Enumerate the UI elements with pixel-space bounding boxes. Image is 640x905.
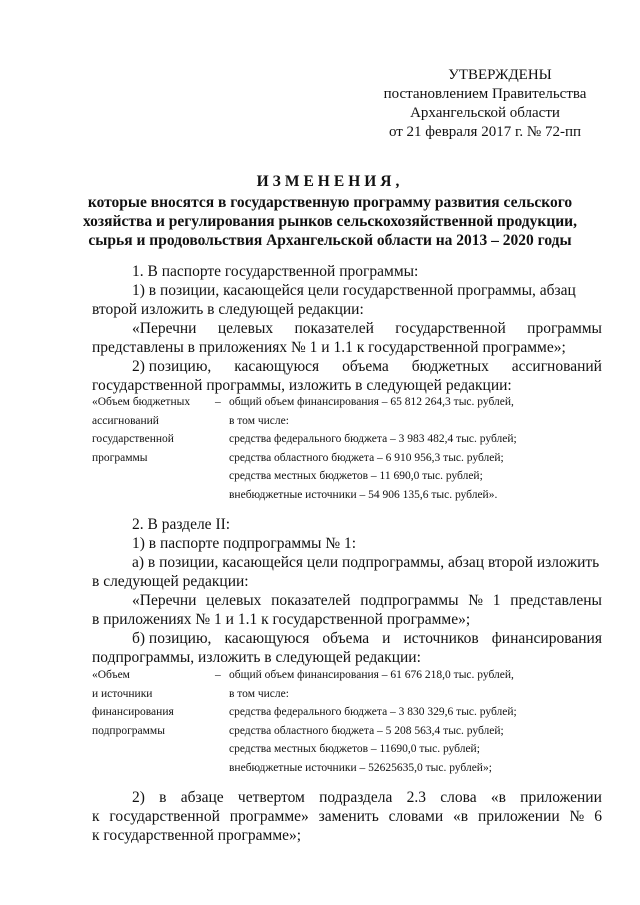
table-1-federal: средства федерального бюджета – 3 983 482,4 тыс. рублей; bbox=[229, 433, 517, 445]
word: бюджетных bbox=[411, 358, 489, 375]
section-3-line1 bbox=[92, 788, 602, 807]
word: б) позицию, bbox=[132, 630, 212, 647]
word: № bbox=[468, 592, 484, 609]
table-1-extrabudgetary: внебюджетные источники – 54 906 135,6 тыс. рублей». bbox=[229, 488, 498, 501]
word: касающуюся bbox=[224, 630, 310, 647]
title-line-2: хозяйства и регулирования рынков сельскохозяйственной продукции, bbox=[83, 213, 577, 230]
word: ассигнований bbox=[511, 358, 602, 375]
section-1-p1-line1: 1) в позиции, касающейся цели государственной программы, абзац bbox=[132, 282, 576, 299]
table-2-dash: – bbox=[215, 669, 221, 681]
section-3-line3: к государственной программе»; bbox=[92, 827, 302, 844]
table-2-total: общий объем финансирования – 61 676 218,0 тыс. рублей, bbox=[229, 669, 514, 681]
funding-table-1 bbox=[92, 393, 602, 508]
word: касающуюся bbox=[234, 358, 320, 375]
title-line-3: сырья и продовольствия Архангельской области на 2013 – 2020 годы bbox=[88, 232, 572, 249]
section-2-pb-line2: подпрограммы, изложить в следующей редакции: bbox=[92, 649, 421, 666]
section-2-heading: 2. В разделе II: bbox=[132, 516, 231, 533]
word: № bbox=[569, 808, 585, 825]
word: «Перечни bbox=[132, 320, 197, 337]
word: представлены bbox=[510, 592, 602, 609]
section-2-pa-line2: в следующей редакции: bbox=[92, 573, 249, 590]
table-2-label-line: подпрограммы bbox=[92, 724, 165, 737]
table-1-dash: – bbox=[215, 396, 221, 408]
section-2-pa-line1: а) в позиции, касающейся цели подпрограммы, абзац второй изложить bbox=[132, 554, 600, 571]
approved-date: от 21 февраля 2017 г. № 72-пп bbox=[388, 124, 582, 140]
table-1-regional: средства областного бюджета – 6 910 956,3 тыс. рублей; bbox=[229, 451, 504, 464]
table-1-label bbox=[92, 393, 212, 467]
section-2-p1: 1) в паспорте подпрограммы № 1: bbox=[132, 535, 357, 552]
section-1-p2-line1 bbox=[92, 357, 602, 376]
table-1-label-line: «Объем бюджетных bbox=[92, 396, 191, 408]
word: 2) bbox=[132, 789, 145, 806]
section-1-q1-line2: представлены в приложениях № 1 и 1.1 к государственной программе»; bbox=[92, 339, 566, 356]
table-1-total: общий объем финансирования – 65 812 264,3 тыс. рублей, bbox=[229, 396, 514, 408]
section-2 bbox=[92, 515, 602, 667]
word: объема bbox=[322, 630, 370, 647]
section-3-line2 bbox=[92, 807, 602, 826]
word: 2) позицию, bbox=[132, 358, 212, 375]
word: объема bbox=[342, 358, 389, 375]
word: показателей bbox=[271, 592, 351, 609]
word: государственной bbox=[395, 320, 506, 337]
word: 1 bbox=[492, 592, 501, 609]
approved-by: постановлением Правительства bbox=[383, 86, 587, 102]
word: источников bbox=[403, 630, 479, 647]
word: подпрограммы bbox=[360, 592, 459, 609]
word: государственной bbox=[109, 808, 220, 825]
title-caps: ИЗМЕНЕНИЯ, bbox=[256, 173, 404, 190]
word: абзаце bbox=[180, 789, 224, 806]
table-1-values bbox=[229, 393, 609, 504]
table-2-extrabudgetary: внебюджетные источники – 52625635,0 тыс. рублей»; bbox=[229, 761, 492, 774]
table-2-label-line: «Объем bbox=[92, 669, 130, 681]
section-2-pb-line1 bbox=[92, 629, 602, 648]
word: 2.3 bbox=[406, 789, 427, 806]
section-1-q1-line1 bbox=[92, 319, 602, 338]
word: показателей bbox=[294, 320, 374, 337]
table-1-including: в том числе: bbox=[229, 414, 289, 427]
word: «Перечни bbox=[132, 592, 197, 609]
word: подраздела bbox=[319, 789, 393, 806]
word: приложении bbox=[477, 808, 560, 825]
title-line-1: которые вносятся в государственную программу развития сельского bbox=[87, 194, 573, 211]
table-2-local: средства местных бюджетов – 11690,0 тыс. рублей; bbox=[229, 743, 480, 755]
word: четвертом bbox=[237, 789, 305, 806]
section-1 bbox=[92, 262, 602, 395]
section-1-heading: 1. В паспорте государственной программы: bbox=[132, 263, 419, 280]
table-1-label-line: ассигнований bbox=[92, 414, 159, 427]
table-2-regional: средства областного бюджета – 5 208 563,4 тыс. рублей; bbox=[229, 724, 504, 737]
word: «в bbox=[453, 808, 469, 825]
word: приложении bbox=[520, 789, 602, 806]
table-1-local: средства местных бюджетов – 11 690,0 тыс. рублей; bbox=[229, 470, 483, 482]
word: слова bbox=[440, 789, 477, 806]
approved-label: УТВЕРЖДЕНЫ bbox=[448, 67, 552, 83]
word: 6 bbox=[594, 808, 602, 825]
table-2-including: в том числе: bbox=[229, 687, 289, 700]
word: к bbox=[92, 808, 100, 825]
approved-region: Архангельской области bbox=[410, 105, 560, 121]
approval-block bbox=[360, 66, 610, 142]
word: словами bbox=[388, 808, 444, 825]
table-1-label-line: программы bbox=[92, 451, 148, 464]
word: целевых bbox=[206, 592, 262, 609]
table-2-label-line: и источники bbox=[92, 687, 153, 700]
table-2-federal: средства федерального бюджета – 3 830 329,6 тыс. рублей; bbox=[229, 706, 517, 718]
section-2-q-line1 bbox=[92, 591, 602, 610]
word: в bbox=[159, 789, 167, 806]
section-3 bbox=[92, 788, 602, 845]
word: и bbox=[382, 630, 391, 647]
table-1-label-line: государственной bbox=[92, 433, 174, 445]
word: «в bbox=[490, 789, 506, 806]
word: целевых bbox=[217, 320, 274, 337]
document-title bbox=[60, 172, 600, 250]
word: заменить bbox=[318, 808, 379, 825]
table-2-label-line: финансирования bbox=[92, 706, 174, 718]
word: программы bbox=[527, 320, 602, 337]
table-2-values bbox=[229, 666, 609, 777]
section-1-p2-line2: государственной программы, изложить в следующей редакции: bbox=[92, 377, 512, 394]
section-1-p1-line2: второй изложить в следующей редакции: bbox=[92, 301, 364, 318]
section-2-q-line2: в приложениях № 1 и 1.1 к государственной программе»; bbox=[92, 611, 471, 628]
funding-table-2 bbox=[92, 666, 602, 781]
word: программе» bbox=[229, 808, 309, 825]
word: финансирования bbox=[491, 630, 602, 647]
table-2-label bbox=[92, 666, 212, 740]
